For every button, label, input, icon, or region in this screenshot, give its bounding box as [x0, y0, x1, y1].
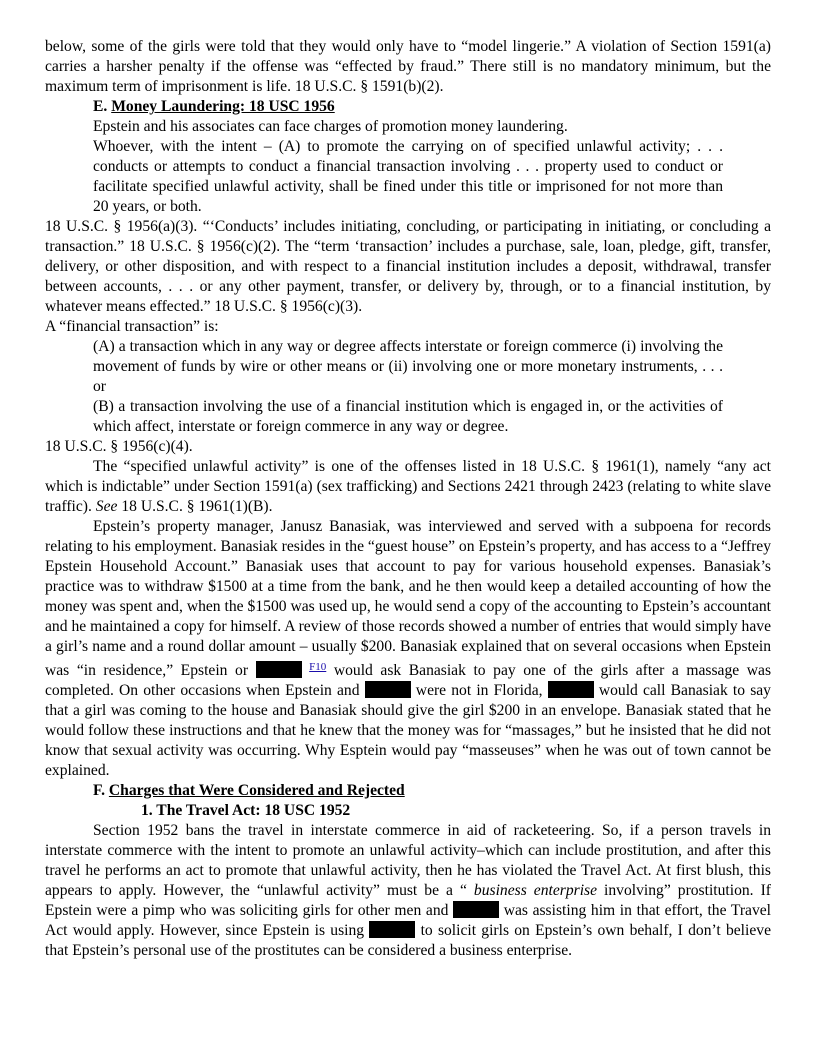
- phrase-business-enterprise: business enterprise: [473, 882, 598, 899]
- block-quote-statute-1956: Whoever, with the intent – (A) to promote the carrying on of specified unlawful activity; . . . conducts or attempts to conduct a financial transaction involving . . . property used to conduct or facilitate specified unlawful activity, shall be fined under this title or imprisoned for not more than 20 years, or both.: [93, 138, 723, 215]
- redaction-block: [548, 681, 594, 698]
- paragraph-banasiak-account: [45, 517, 771, 781]
- text-segment: would ask Banasiak to pay one of the girls after a massage was completed. On other occasions when Epstein and: [45, 662, 772, 699]
- redaction-block: [369, 921, 415, 938]
- paragraph-conducts-definition: 18 U.S.C. § 1956(a)(3). “‘Conducts’ includes initiating, concluding, or participating in initiating, or concluding a transaction.” 18 U.S.C. § 1956(c)(2). The “term ‘transaction’ includes a purchase, sale, loan, pledge, gift, transfer, delivery, or other disposition, and with respect to a financial institution includes a deposit, withdrawal, transfer between accounts, . . . or any other payment, transfer, or delivery by, through, or to a financial institution, by whatever means effected.” 18 U.S.C. § 1956(c)(3).: [45, 218, 771, 315]
- document-page: [45, 37, 771, 961]
- text-segment: was assisting him in that effort, the Travel Act would apply. However, since Epstein is using: [45, 902, 771, 939]
- section-heading-f: [45, 781, 771, 801]
- text-segment: would call Banasiak to say that a girl was coming to the house and Banasiak should give the girl $200 in an envelope. Banasiak stated that he would follow these instructions and that he knew that the money was for “massages,” but he insisted that he did not know that sexual activity was occurring. Why Esptein would pay “masseuses” when he was out of town cannot be explained.: [45, 682, 771, 779]
- section-letter-f: F.: [93, 782, 109, 799]
- paragraph-specified-unlawful-activity: [45, 457, 771, 517]
- redaction-block: [365, 681, 411, 698]
- paragraph-financial-transaction-lead: A “financial transaction” is:: [45, 318, 219, 335]
- signal-see: See: [95, 498, 118, 515]
- section-letter-e: E.: [93, 98, 112, 115]
- text-segment: involving” prostitution. If Epstein were a pimp who was soliciting girls for other men and: [45, 882, 771, 919]
- section-heading-e: [45, 97, 771, 117]
- text-segment: Section 1952 bans the travel in interstate commerce in aid of racketeering. So, if a person travels in interstate commerce with the intent to promote an unlawful activity–which can include prostitution, and after this travel he performs an act to promote that unlawful activity, then he has violated the Travel Act. At first blush, this appears to apply. However, the “unlawful activity” must be a “: [45, 822, 771, 899]
- redaction-block: [256, 661, 302, 678]
- redaction-block: [453, 901, 499, 918]
- text-segment: Epstein’s property manager, Janusz Banasiak, was interviewed and served with a subpoena for records relating to his employment. Banasiak resides in the “guest house” on Epstein’s property, and has access to a “Jeffrey Epstein Household Account.” Banasiak uses that account to pay for various household expenses. Banasiak’s practice was to withdraw $1500 at a time from the bank, and he then would keep a detailed accounting of how the money was spent and, when the $1500 was used up, he would send a copy of the accounting to Epstein’s accountant and he maintained a copy for himself. A review of those records showed a number of entries that would simply have a girl’s name and a round dollar amount – usually $200. Banasiak explained that on several occasions when Epstein was “in residence,” Epstein or: [45, 518, 771, 679]
- subsection-heading-travel-act: 1. The Travel Act: 18 USC 1952: [141, 802, 351, 819]
- block-quote-definition-b: (B) a transaction involving the use of a financial institution which is engaged in, or the activities of which affect, interstate or foreign commerce in any way or degree.: [93, 398, 723, 435]
- section-title-money-laundering: Money Laundering: 18 USC 1956: [111, 98, 335, 115]
- text-segment: to solicit girls on Epstein’s own behalf, I don’t believe that Epstein’s personal use of the prostitutes can be considered a business enterprise.: [45, 922, 771, 959]
- text-segment: were not in Florida,: [410, 682, 548, 699]
- text-segment: The “specified unlawful activity” is one of the offenses listed in 18 U.S.C. § 1961(1), namely “any act which is indictable” under Section 1591(a) (sex trafficking) and Sections 2421 through 2423 (relating to white slave traffic).: [45, 458, 771, 515]
- paragraph-travel-act: [45, 821, 771, 961]
- section-title-charges-rejected: Charges that Were Considered and Rejected: [108, 782, 405, 799]
- text-segment: 18 U.S.C. § 1961(1)(B).: [117, 498, 273, 515]
- paragraph-money-laundering-intro: Epstein and his associates can face charges of promotion money laundering.: [93, 118, 568, 135]
- footnote-link-f10[interactable]: F10: [309, 661, 327, 673]
- block-quote-definition-a: (A) a transaction which in any way or degree affects interstate or foreign commerce (i) involving the movement of funds by wire or other means or (ii) involving one or more monetary instruments, . . . or: [93, 338, 723, 395]
- paragraph-trafficking-penalty: below, some of the girls were told that they would only have to “model lingerie.” A violation of Section 1591(a) carries a harsher penalty if the offense was “effected by fraud.” There still is no mandatory minimum, but the maximum term of imprisonment is life. 18 U.S.C. § 1591(b)(2).: [45, 38, 771, 95]
- citation-1956-c-4: 18 U.S.C. § 1956(c)(4).: [45, 438, 193, 455]
